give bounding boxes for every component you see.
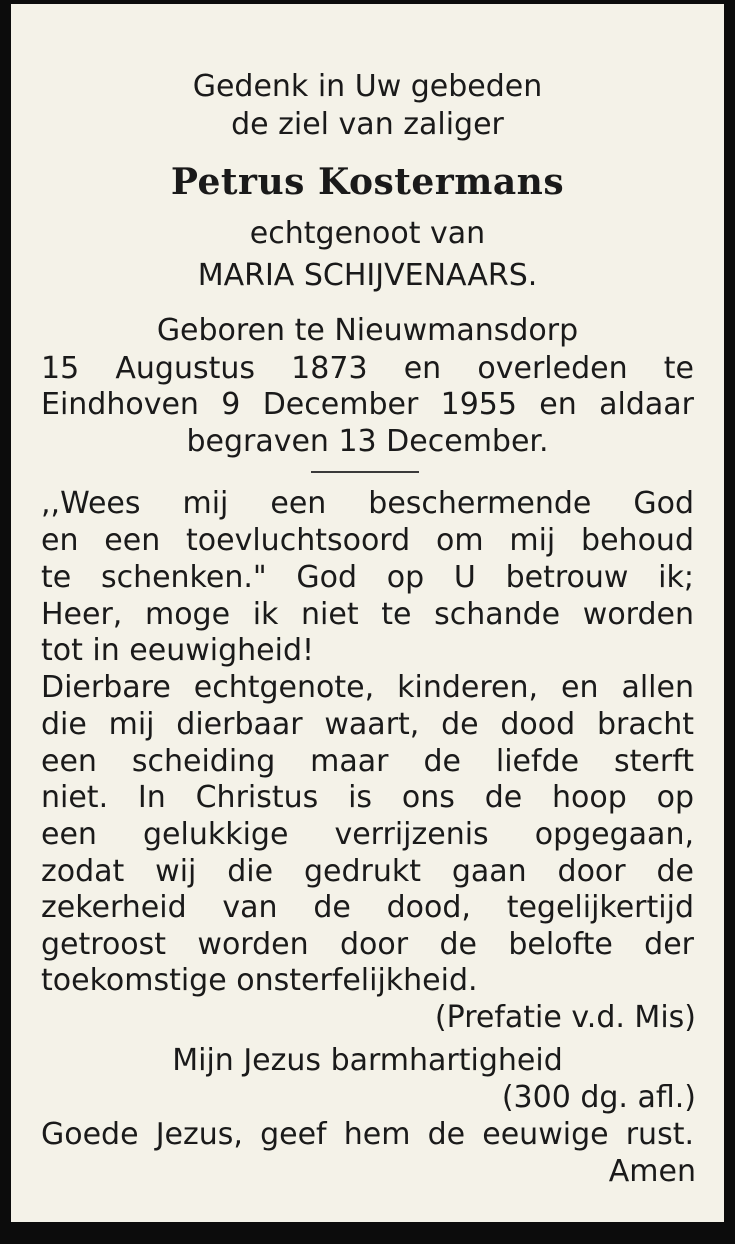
quote-line-3: te schenken." God op U betrouw ik; bbox=[41, 560, 694, 595]
relation-line: echtgenoot van bbox=[249, 216, 486, 251]
memorial-card bbox=[11, 4, 724, 1222]
quote-line-1: ,,Wees mij een beschermende God bbox=[41, 486, 694, 521]
bio-line-3: Eindhoven 9 December 1955 en aldaar bbox=[41, 387, 694, 422]
quote-line-5: tot in eeuwigheid! bbox=[41, 633, 315, 668]
prayer-line-1: Mijn Jezus barmhartigheid bbox=[172, 1043, 563, 1078]
indulgence-note: (300 dg. afl.) bbox=[501, 1080, 696, 1115]
divider-rule bbox=[311, 471, 419, 473]
bio-line-4: begraven 13 December. bbox=[186, 424, 549, 459]
farewell-line-8: getroost worden door de belofte der bbox=[41, 927, 694, 962]
deceased-name: Petrus Kostermans bbox=[170, 161, 565, 203]
farewell-line-7: zekerheid van de dood, tegelijkertijd bbox=[41, 890, 694, 925]
farewell-line-6: zodat wij die gedrukt gaan door de bbox=[41, 854, 694, 889]
intro-line-1: Gedenk in Uw gebeden bbox=[192, 69, 543, 104]
spouse-name: MARIA SCHIJVENAARS. bbox=[197, 258, 538, 293]
prayer-line-2: Goede Jezus, geef hem de eeuwige rust. bbox=[41, 1117, 694, 1152]
bio-line-1: Geboren te Nieuwmansdorp bbox=[156, 313, 579, 348]
farewell-line-4: niet. In Christus is ons de hoop op bbox=[41, 780, 694, 815]
farewell-line-3: een scheiding maar de liefde sterft bbox=[41, 744, 694, 779]
quote-line-4: Heer, moge ik niet te schande worden bbox=[41, 597, 694, 632]
bio-line-2: 15 Augustus 1873 en overleden te bbox=[41, 351, 694, 386]
farewell-line-9: toekomstige onsterfelijkheid. bbox=[41, 963, 478, 998]
quote-line-2: en een toevluchtsoord om mij behoud bbox=[41, 523, 694, 558]
farewell-line-2: die mij dierbaar waart, de dood bracht bbox=[41, 707, 694, 742]
source-citation: (Prefatie v.d. Mis) bbox=[434, 1000, 696, 1035]
farewell-line-5: een gelukkige verrijzenis opgegaan, bbox=[41, 817, 694, 852]
farewell-line-1: Dierbare echtgenote, kinderen, en allen bbox=[41, 670, 694, 705]
intro-line-2: de ziel van zaliger bbox=[231, 107, 504, 142]
amen-line: Amen bbox=[608, 1154, 696, 1189]
